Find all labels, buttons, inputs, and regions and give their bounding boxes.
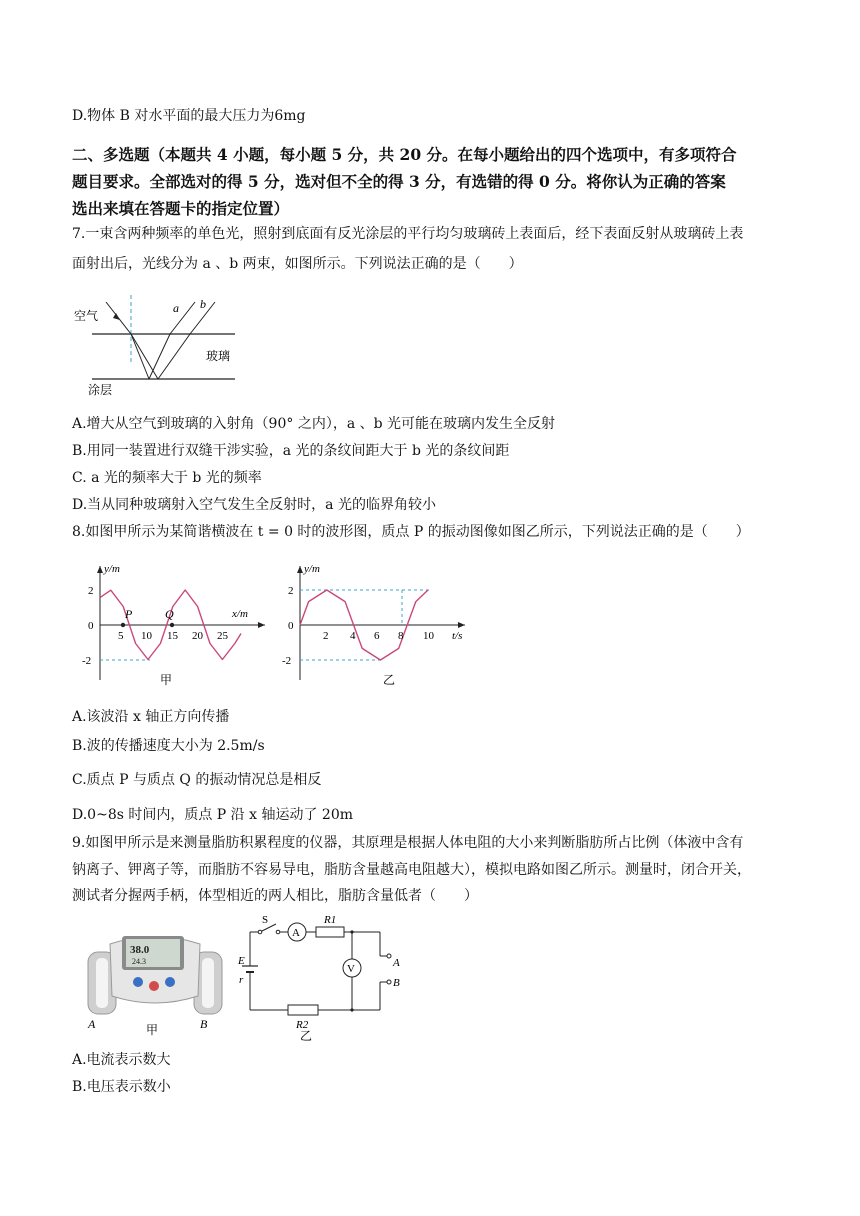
q9-terminal-a: A (393, 957, 400, 969)
q8-yi-xtick-2: 2 (323, 630, 329, 642)
q8-jia-xtick-15: 15 (167, 630, 178, 642)
prev-option-d: D.物体 B 对水平面的最大压力为6mg (72, 108, 306, 124)
q8-yi-ytick-2: 2 (288, 585, 294, 597)
q8-option-b: B.波的传播速度大小为 2.5m/s (72, 738, 265, 754)
q7-option-b: B.用同一装置进行双缝干涉实验，a 光的条纹间距大于 b 光的条纹间距 (72, 443, 510, 459)
section-heading-line-1: 二、多选题（本题共 4 小题，每小题 5 分，共 20 分。在每小题给出的四个选项中，有多项符合 (72, 145, 737, 164)
q9-device-figure (80, 924, 230, 1039)
q7-glass-figure (70, 290, 250, 400)
q9-option-b: B.电压表示数小 (72, 1079, 171, 1095)
q8-jia-ytick-2: 2 (88, 585, 94, 597)
q8-jia-ylabel: y/m (104, 563, 120, 575)
q8-option-c: C.质点 P 与质点 Q 的振动情况总是相反 (72, 772, 322, 788)
q8-yi-xtick-6: 6 (374, 630, 380, 642)
q9-display-top: 38.0 (130, 944, 150, 956)
q7-label-ray-b: b (200, 297, 206, 311)
q8-yi-caption: 乙 (383, 673, 396, 687)
q8-jia-ytick-0: 0 (88, 620, 94, 632)
q7-stem-line-2: 面射出后，光线分为 a 、b 两束，如图所示。下列说法正确的是（ ） (72, 256, 523, 272)
q8-graph-yi (280, 562, 480, 692)
q9-switch-label: S (262, 914, 269, 926)
q8-option-d: D.0~8s 时间内，质点 P 沿 x 轴运动了 20m (72, 807, 354, 823)
q9-r2-label: R2 (296, 1019, 309, 1031)
q9-internal-r-label: r (239, 974, 244, 986)
q9-option-a: A.电流表示数大 (72, 1052, 171, 1068)
q7-option-d: D.当从同种玻璃射入空气发生全反射时，a 光的临界角较小 (72, 497, 436, 513)
q7-stem-line-1: 7.一束含两种频率的单色光，照射到底面有反光涂层的平行均匀玻璃砖上表面后，经下表面反射从玻璃砖上表 (72, 226, 744, 242)
q7-label-glass: 玻璃 (206, 349, 231, 363)
q8-point-q-label: Q (165, 607, 174, 621)
q9-stem-line-2: 钠离子、钾离子等，而脂肪不容易导电，脂肪含量越高电阻越大），模拟电路如图乙所示。测量时，闭合开关， (72, 862, 751, 878)
q7-label-ray-a: a (173, 301, 179, 315)
q8-yi-ylabel: y/m (304, 563, 320, 575)
q8-yi-xtick-4: 4 (350, 630, 356, 642)
q8-jia-xtick-5: 5 (118, 630, 124, 642)
q9-device-label-b: B (200, 1017, 208, 1031)
q9-stem-line-1: 9.如图甲所示是来测量脂肪积累程度的仪器，其原理是根据人体电阻的大小来判断脂肪所占比例（体液中含有 (72, 835, 744, 851)
q7-option-c: C. a 光的频率大于 b 光的频率 (72, 470, 262, 486)
q8-graph-jia (80, 562, 280, 692)
q8-stem: 8.如图甲所示为某简谐横波在 t = 0 时的波形图，质点 P 的振动图像如图乙所示，下列说法正确的是（ ） (72, 524, 750, 540)
q8-point-p-label: P (125, 607, 133, 621)
q8-jia-caption: 甲 (160, 673, 173, 687)
section-heading-line-2: 题目要求。全部选对的得 5 分，选对但不全的得 3 分，有选错的得 0 分。将你认为正确的答案 (72, 172, 726, 191)
q7-option-a: A.增大从空气到玻璃的入射角（90° 之内），a 、b 光可能在玻璃内发生全反射 (72, 416, 556, 432)
q9-terminal-b: B (393, 977, 400, 989)
q8-jia-xtick-10: 10 (141, 630, 152, 642)
q7-label-coating: 涂层 (88, 383, 113, 397)
q9-stem-line-3: 测试者分握两手柄，体型相近的两人相比，脂肪含量低者（ ） (72, 888, 478, 904)
q8-yi-xlabel: t/s (452, 630, 463, 642)
q9-circuit-figure (236, 912, 416, 1042)
q8-yi-xtick-8: 8 (398, 630, 404, 642)
q8-jia-xtick-20: 20 (192, 630, 203, 642)
q9-circuit-caption: 乙 (300, 1029, 313, 1043)
q8-jia-ytick-neg2: -2 (82, 655, 92, 667)
q8-yi-ytick-0: 0 (288, 620, 294, 632)
section-heading-line-3: 选出来填在答题卡的指定位置） (72, 199, 290, 218)
q7-label-air: 空气 (74, 309, 99, 323)
q8-yi-ytick-neg2: -2 (282, 655, 292, 667)
q8-option-a: A.该波沿 x 轴正方向传播 (72, 709, 230, 725)
q9-display-bottom: 24.3 (132, 957, 146, 966)
q9-device-label-a: A (88, 1017, 96, 1031)
q9-voltmeter-label: V (347, 963, 355, 975)
q8-yi-xtick-10: 10 (423, 630, 434, 642)
q9-ammeter-label: A (292, 927, 300, 939)
q9-device-caption: 甲 (146, 1023, 159, 1037)
q9-emf-label: E (238, 955, 245, 967)
q9-r1-label: R1 (324, 914, 337, 926)
q8-jia-xtick-25: 25 (217, 630, 228, 642)
q8-jia-xlabel: x/m (232, 608, 248, 620)
